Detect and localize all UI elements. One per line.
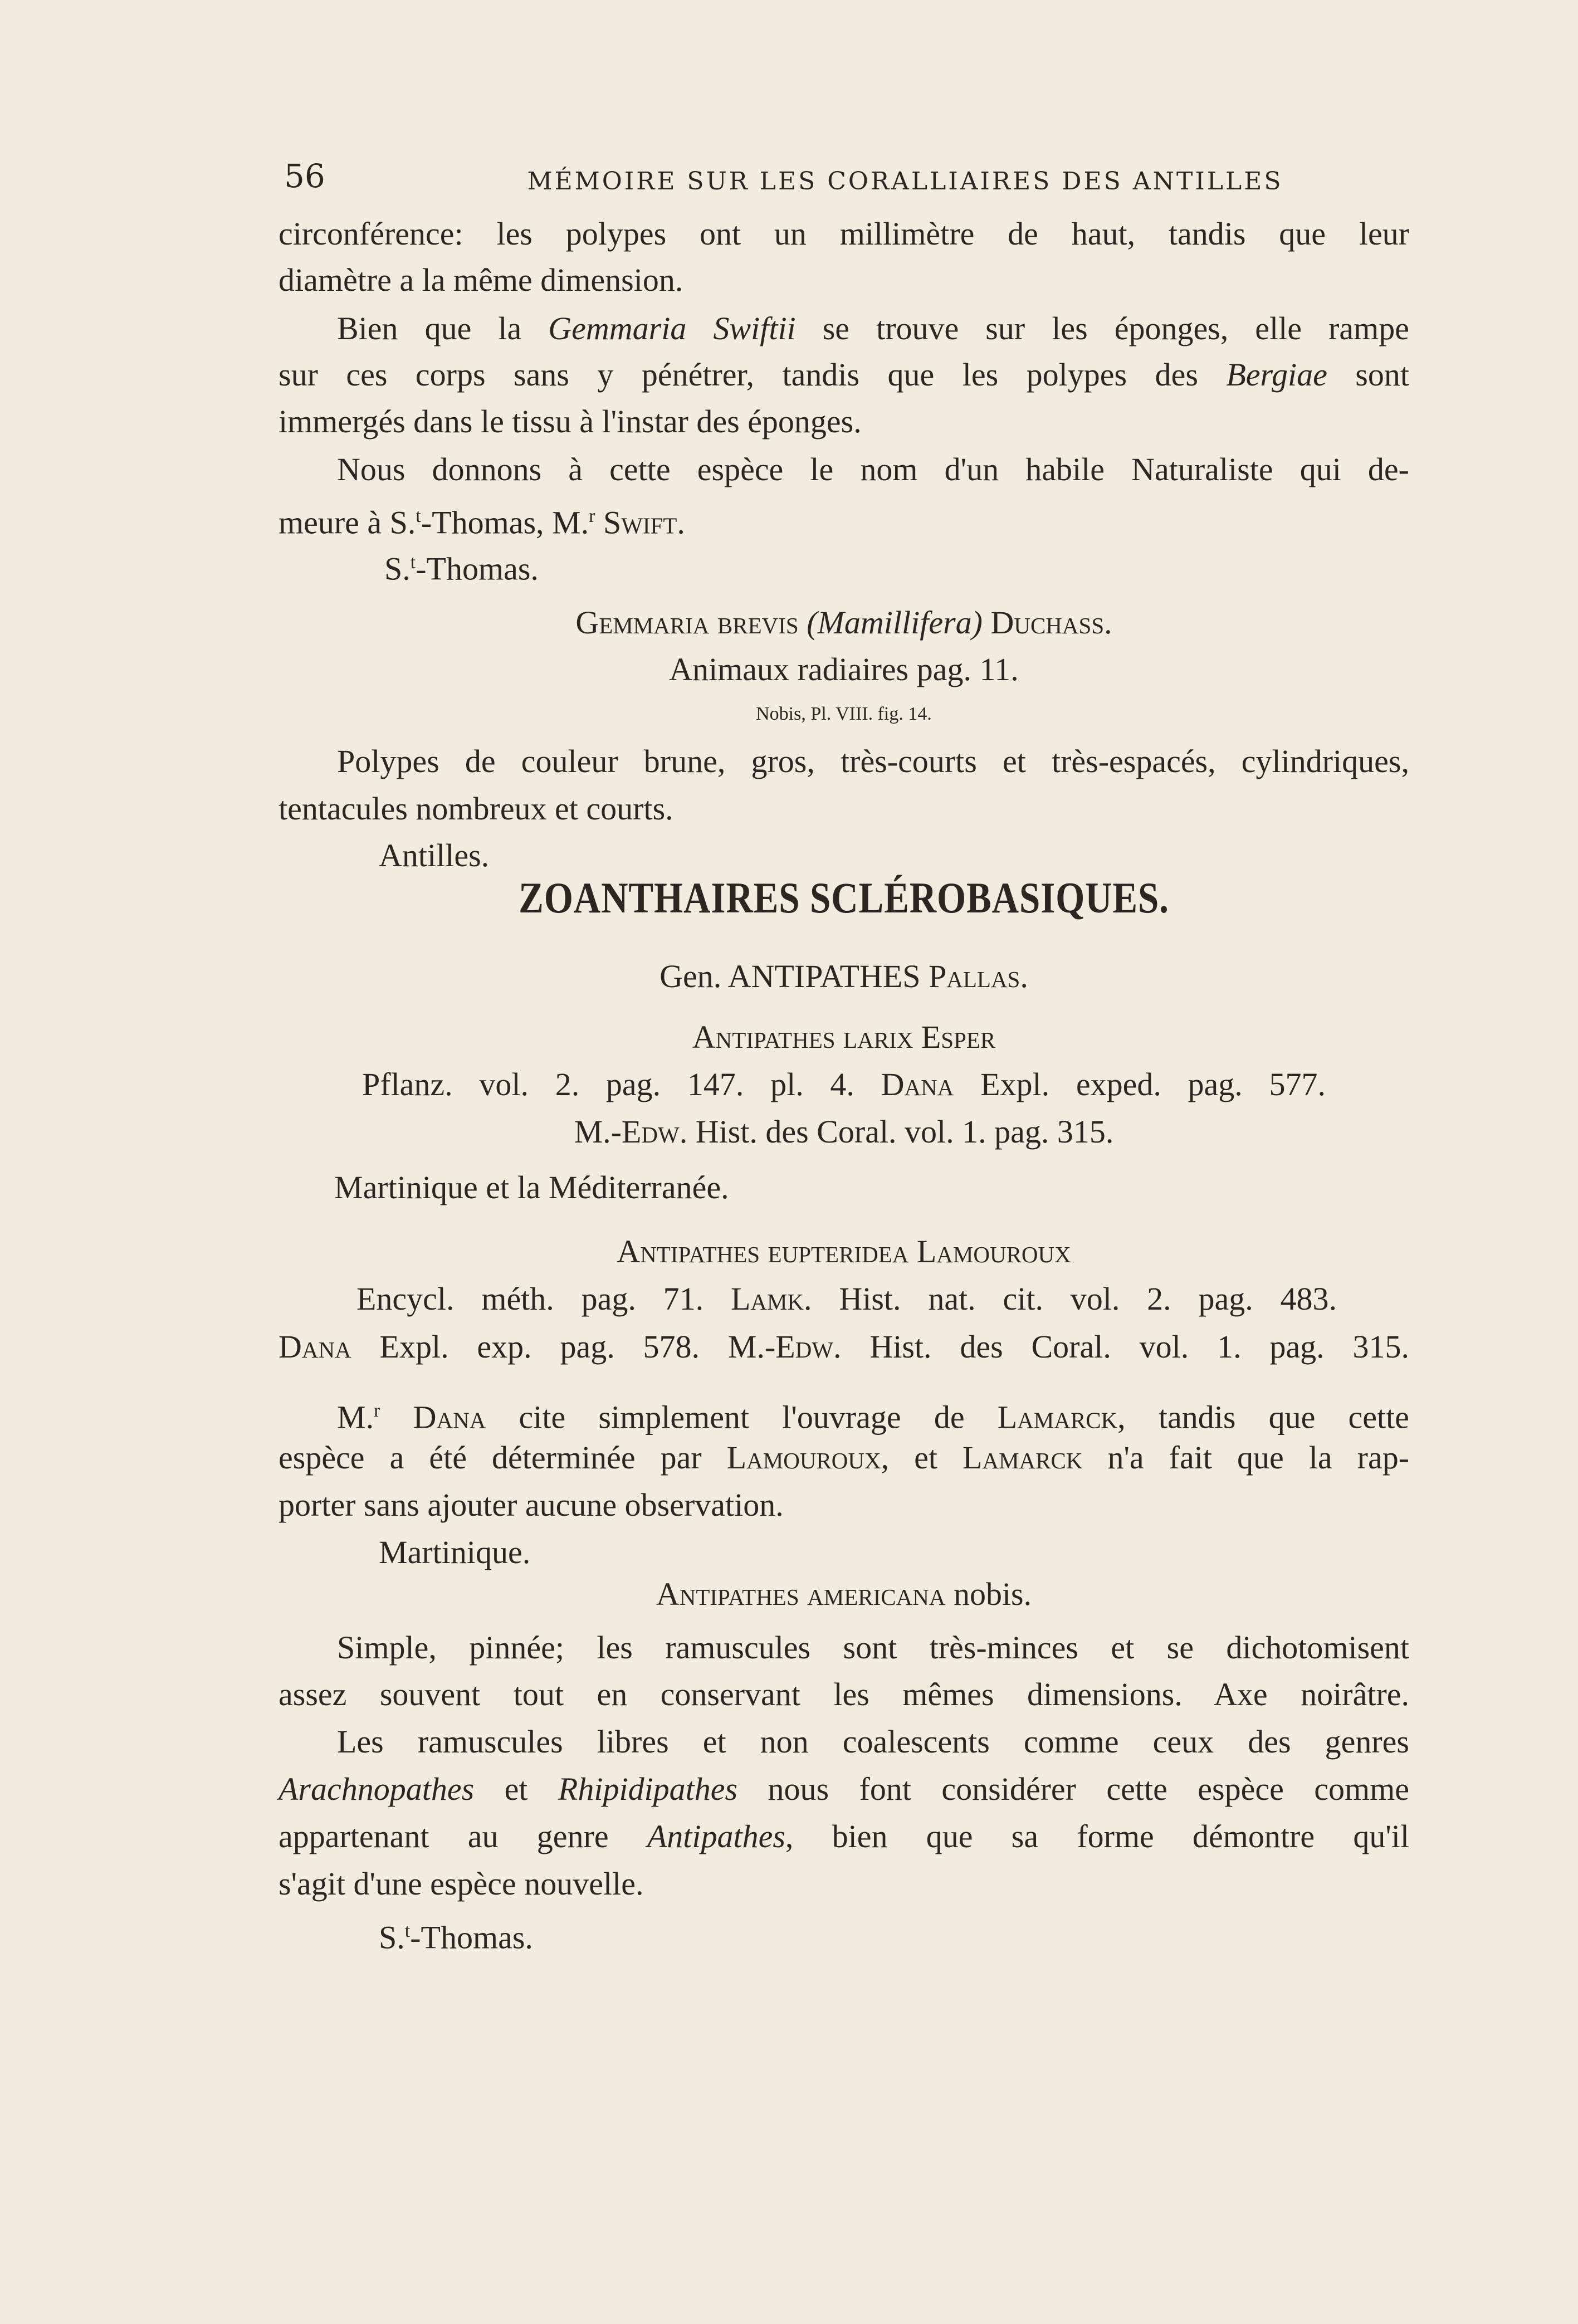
species-larix-ref-1: Pflanz. vol. 2. pag. 147. pl. 4. Dana Expl. exped. pag. 577. [362,1066,1326,1102]
p3-line-1: Nous donnons à cette espèce le nom d'un habile Naturaliste qui de- [337,451,1409,487]
sp4-p1-line-1: Simple, pinnée; les ramuscules sont très-minces et se dichotomisent [337,1629,1409,1666]
sp4-p2-line-1: Les ramuscules libres et non coalescents comme ceux des genres [337,1724,1409,1760]
p1-line-1: circonférence: les polypes ont un millimètre de haut, tandis que leur [279,216,1409,252]
species-eupteridea-ref-2: Dana Expl. exp. pag. 578. M.-Edw. Hist. des Coral. vol. 1. pag. 315. [279,1329,1410,1365]
species-americana-locality: S.$^t$-Thomas. [379,1919,533,1956]
p3-line-2: meure à S.$^t$-Thomas, M.$^r$ Swift. [279,504,685,541]
section-title: ZOANTHAIRES SCLÉROBASIQUES. [519,873,1169,922]
species-gemmaria-brevis-heading: Gemmaria brevis (Mamillifera) Duchass. [575,604,1112,641]
p4-line-1: Polypes de couleur brune, gros, très-courts et très-espacés, cylindriques, [337,743,1409,779]
locality-1: S.$^t$-Thomas. [384,550,539,587]
p2-line-3: immergés dans le tissu à l'instar des éponges. [279,403,862,440]
page-number: 56 [284,157,325,195]
species-eupteridea-heading: Antipathes eupteridea Lamouroux [617,1233,1071,1270]
species-larix-heading: Antipathes larix Esper [692,1019,996,1055]
species-larix-locality: Martinique et la Méditerranée. [334,1169,729,1205]
species-gemmaria-brevis-ref: Animaux radiaires pag. 11. [669,651,1019,687]
p4-line-2: tentacules nombreux et courts. [279,790,673,827]
species-eupteridea-locality: Martinique. [379,1534,531,1570]
p2-line-2: sur ces corps sans y pénétrer, tandis que les polypes des Bergiae sont [279,357,1409,393]
genus-heading: Gen. ANTIPATHES Pallas. [659,958,1028,994]
locality-2: Antilles. [379,837,490,873]
sp3-para-line-3: porter sans ajouter aucune observation. [279,1487,784,1523]
sp4-p2-line-4: s'agit d'une espèce nouvelle. [279,1866,644,1902]
species-americana-heading: Antipathes americana nobis. [656,1576,1032,1612]
sp4-p2-line-2: Arachnopathes et Rhipidipathes nous font considérer cette espèce comme [279,1771,1409,1807]
sp4-p2-line-3: appartenant au genre Antipathes, bien que sa forme démontre qu'il [279,1818,1410,1854]
species-eupteridea-ref-1: Encycl. méth. pag. 71. Lamk. Hist. nat. cit. vol. 2. pag. 483. [356,1281,1337,1317]
sp3-para-line-1: M.$^r$ Dana cite simplement l'ouvrage de Lamarck, tandis que cette [337,1399,1410,1436]
running-title: MÉMOIRE SUR LES CORALLIAIRES DES ANTILLES [527,167,1283,196]
p1-line-2: diamètre a la même dimension. [279,262,683,298]
p2-line-1: Bien que la Gemmaria Swiftii se trouve sur les éponges, elle rampe [337,310,1409,346]
species-gemmaria-brevis-plate: Nobis, Pl. VIII. fig. 14. [756,704,932,724]
species-larix-ref-2: M.-Edw. Hist. des Coral. vol. 1. pag. 315. [574,1114,1114,1150]
sp3-para-line-2: espèce a été déterminée par Lamouroux, et Lamarck n'a fait que la rap- [279,1439,1410,1476]
sp4-p1-line-2: assez souvent tout en conservant les mêmes dimensions. Axe noirâtre. [279,1676,1409,1712]
